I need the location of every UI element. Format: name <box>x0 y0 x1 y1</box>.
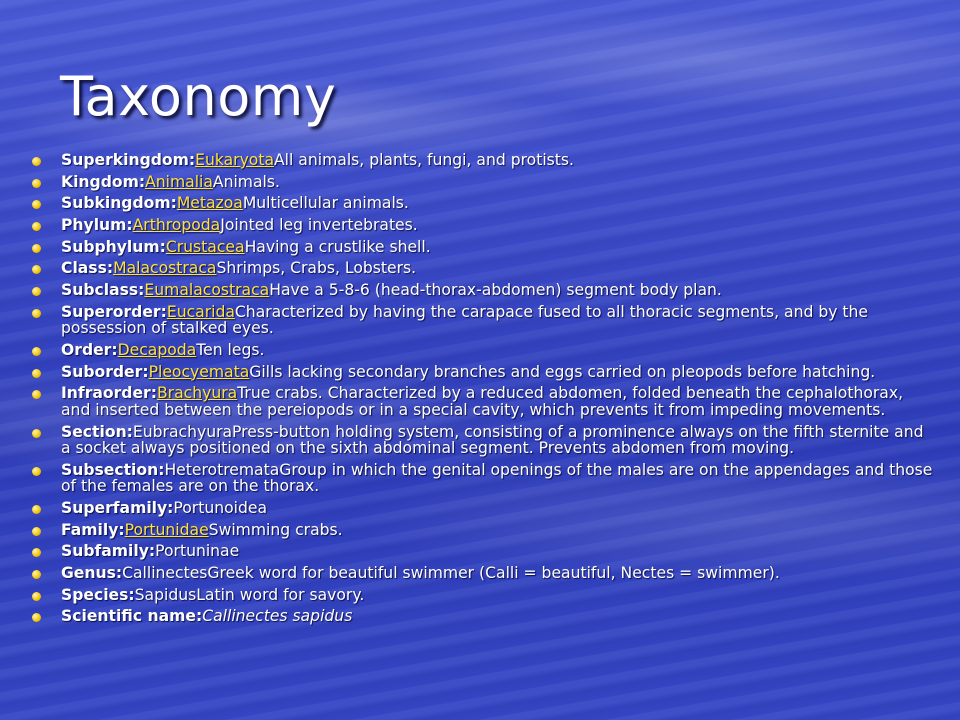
bullet-icon <box>32 505 41 514</box>
rank-label: Subfamily: <box>61 542 156 561</box>
bullet-icon <box>32 265 41 274</box>
taxon-description: Having a crustlike shell. <box>244 237 431 256</box>
taxon-description: EubrachyuraPress-button holding system, consisting of a prominence always on the fifth sternite and a socket always positioned on the sixth abdominal segment. Prevents abdomen from moving. <box>61 422 924 458</box>
taxon-link[interactable]: Animalia <box>145 172 213 191</box>
rank-label: Order: <box>61 341 118 359</box>
taxon-description: Have a 5-8-6 (head-thorax-abdomen) segment body plan. <box>269 281 722 300</box>
bullet-icon <box>32 390 41 399</box>
taxonomy-list <box>28 152 933 630</box>
rank-label: Scientific name: <box>61 607 203 626</box>
taxon-link[interactable]: Crustacea <box>165 237 245 256</box>
taxon-link[interactable]: Brachyura <box>156 384 238 403</box>
bullet-icon <box>32 592 41 601</box>
bullet-icon <box>32 613 41 622</box>
taxon-description: Gills lacking secondary branches and eggs carried on pleopods before hatching. <box>249 362 876 381</box>
taxon-description: Swimming crabs. <box>208 520 343 539</box>
taxon-description: CallinectesGreek word for beautiful swimmer (Calli = beautiful, Nectes = swimmer). <box>122 564 780 582</box>
taxon-link[interactable]: Portunidae <box>124 520 209 539</box>
bullet-icon <box>32 244 41 253</box>
taxon-link[interactable]: Malacostraca <box>113 259 217 278</box>
rank-label: Kingdom: <box>61 172 146 191</box>
taxon-description: Animals. <box>212 172 280 191</box>
taxon-description: Portunoidea <box>173 498 268 517</box>
bullet-icon <box>32 429 41 438</box>
rank-label: Species: <box>61 585 135 604</box>
rank-label: Subclass: <box>61 281 145 300</box>
taxon-link[interactable]: Eumalacostraca <box>144 281 270 300</box>
rank-label: Suborder: <box>61 362 149 381</box>
taxon-link[interactable]: Metazoa <box>176 194 243 213</box>
slide-title: Taxonomy <box>60 65 337 128</box>
taxonomy-item <box>28 260 933 277</box>
bullet-icon <box>32 548 41 557</box>
taxonomy-item <box>28 543 933 560</box>
rank-label: Superkingdom: <box>61 151 196 169</box>
taxon-description: SapidusLatin word for savory. <box>134 585 365 604</box>
bullet-icon <box>32 200 41 209</box>
bullet-icon <box>32 467 41 476</box>
taxonomy-item <box>28 152 933 169</box>
taxon-link[interactable]: Decapoda <box>117 341 197 359</box>
taxon-link[interactable]: Eucarida <box>166 302 235 321</box>
bullet-icon <box>32 179 41 188</box>
taxonomy-item <box>28 239 933 256</box>
bullet-icon <box>32 369 41 378</box>
bullet-icon <box>32 287 41 296</box>
taxon-description: Portuninae <box>155 542 240 561</box>
taxon-link[interactable]: Arthropoda <box>132 216 221 235</box>
taxon-description: Characterized by having the carapace fused to all thoracic segments, and by the possession of stalked eyes. <box>61 302 868 338</box>
rank-label: Genus: <box>61 564 123 582</box>
taxonomy-item <box>28 217 933 234</box>
rank-label: Subkingdom: <box>61 194 177 213</box>
taxon-description: Shrimps, Crabs, Lobsters. <box>216 259 417 278</box>
rank-label: Section: <box>61 422 133 441</box>
taxon-description: Ten legs. <box>196 341 265 359</box>
taxonomy-item <box>28 342 933 359</box>
taxon-description: Multicellular animals. <box>242 194 409 213</box>
rank-label: Family: <box>61 520 125 539</box>
taxon-link[interactable]: Pleocyemata <box>148 362 250 381</box>
taxon-description: True crabs. Characterized by a reduced abdomen, folded beneath the cephalothorax, and inserted between the pereiopods or in a special cavity, which prevents it from impeding movements. <box>61 384 904 419</box>
taxonomy-item <box>28 565 933 582</box>
rank-label: Subphylum: <box>61 237 166 256</box>
rank-label: Superorder: <box>61 302 167 321</box>
taxonomy-item <box>28 364 933 381</box>
taxon-link[interactable]: Eukaryota <box>195 151 275 169</box>
bullet-icon <box>32 222 41 231</box>
bullet-icon <box>32 309 41 318</box>
taxon-description: All animals, plants, fungi, and protists. <box>274 151 574 169</box>
taxonomy-item <box>28 462 933 495</box>
taxon-description: Jointed leg invertebrates. <box>220 216 418 235</box>
rank-label: Infraorder: <box>61 384 157 403</box>
bullet-icon <box>32 570 41 579</box>
rank-label: Phylum: <box>61 216 133 235</box>
bullet-icon <box>32 347 41 356</box>
bullet-icon <box>32 527 41 536</box>
taxonomy-item <box>28 174 933 191</box>
bullet-icon <box>32 157 41 166</box>
taxonomy-item <box>28 587 933 604</box>
taxonomy-item <box>28 385 933 418</box>
rank-label: Subsection: <box>61 460 165 479</box>
taxonomy-item <box>28 195 933 212</box>
rank-label: Class: <box>61 259 114 278</box>
taxonomy-item <box>28 522 933 539</box>
taxon-description: HeterotremataGroup in which the genital openings of the males are on the appendages and those of the females are on the thorax. <box>61 460 933 496</box>
taxonomy-item <box>28 500 933 517</box>
rank-label: Superfamily: <box>61 498 174 517</box>
taxonomy-item <box>28 304 933 337</box>
taxonomy-item <box>28 424 933 457</box>
taxonomy-item <box>28 282 933 299</box>
taxon-description: Callinectes sapidus <box>202 607 353 626</box>
taxonomy-item <box>28 608 933 625</box>
